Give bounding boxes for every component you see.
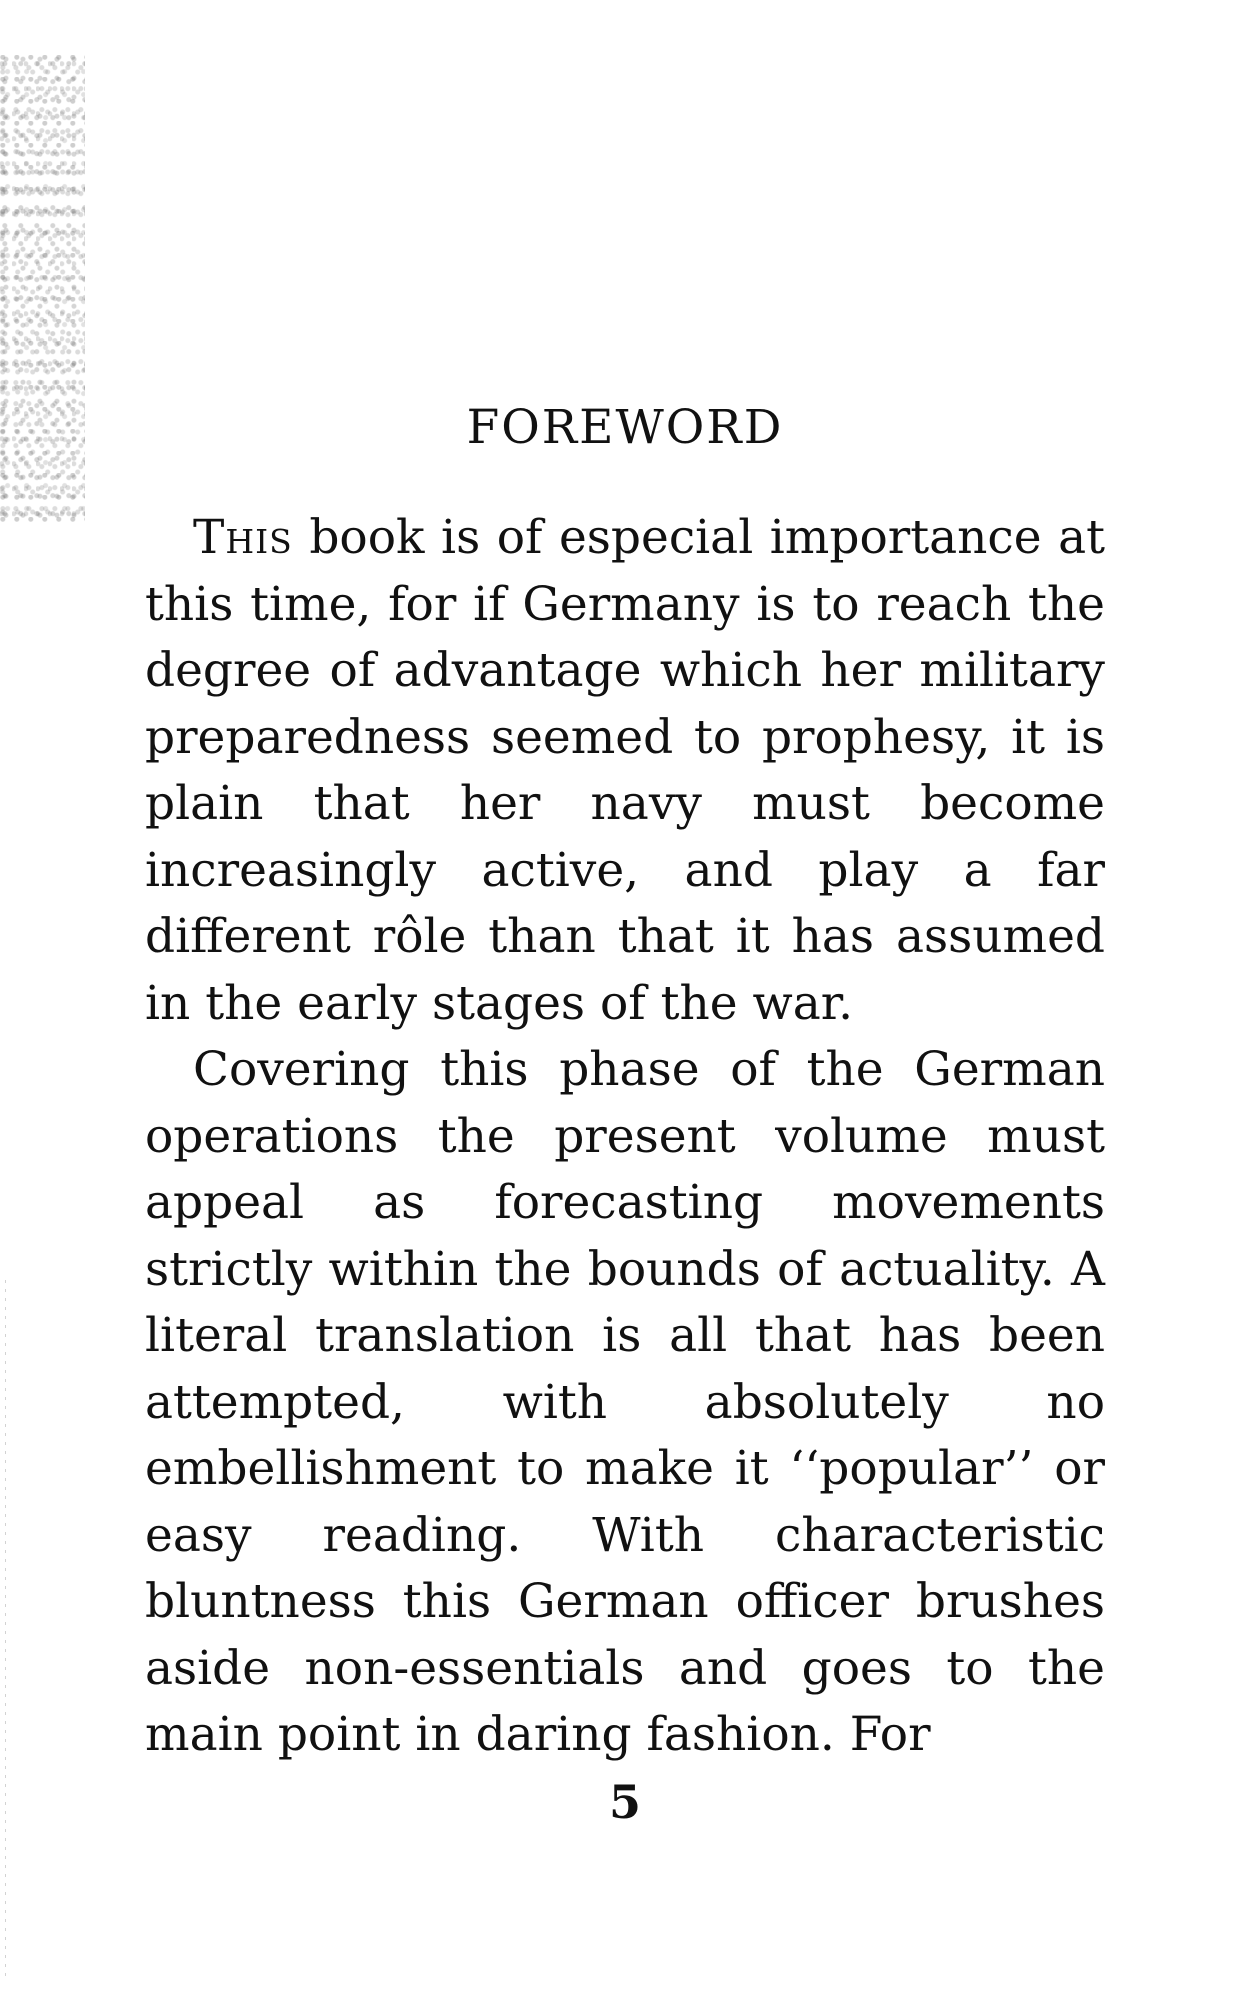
- paragraph-2: [145, 1037, 1105, 1769]
- paragraph-lead-word: This: [193, 510, 293, 565]
- page-title: FOREWORD: [466, 400, 784, 455]
- scan-margin-line: [5, 1280, 6, 1980]
- page-number: 5: [608, 1775, 641, 1829]
- paragraph-2-text: Covering this phase of the German operations the present volume must appeal as forecasting movements strictly within the bounds of actuality. A literal translation is all that has been attempted, with absolutely no embellishment to make it ‘‘popular’’ or easy reading. With characteristic bluntness this German officer brushes aside non-essentials and goes to the main point in daring fashion. For: [145, 1042, 1105, 1762]
- body-text: [145, 505, 1105, 1769]
- paragraph-1: [145, 505, 1105, 1037]
- paragraph-1-text: book is of especial importance at this time, for if Germany is to reach the degree of advantage which her military preparedness seemed to prophesy, it is plain that her navy must become increasingly active, and play a far different rôle than that it has assumed in the early stages of the war.: [145, 510, 1105, 1031]
